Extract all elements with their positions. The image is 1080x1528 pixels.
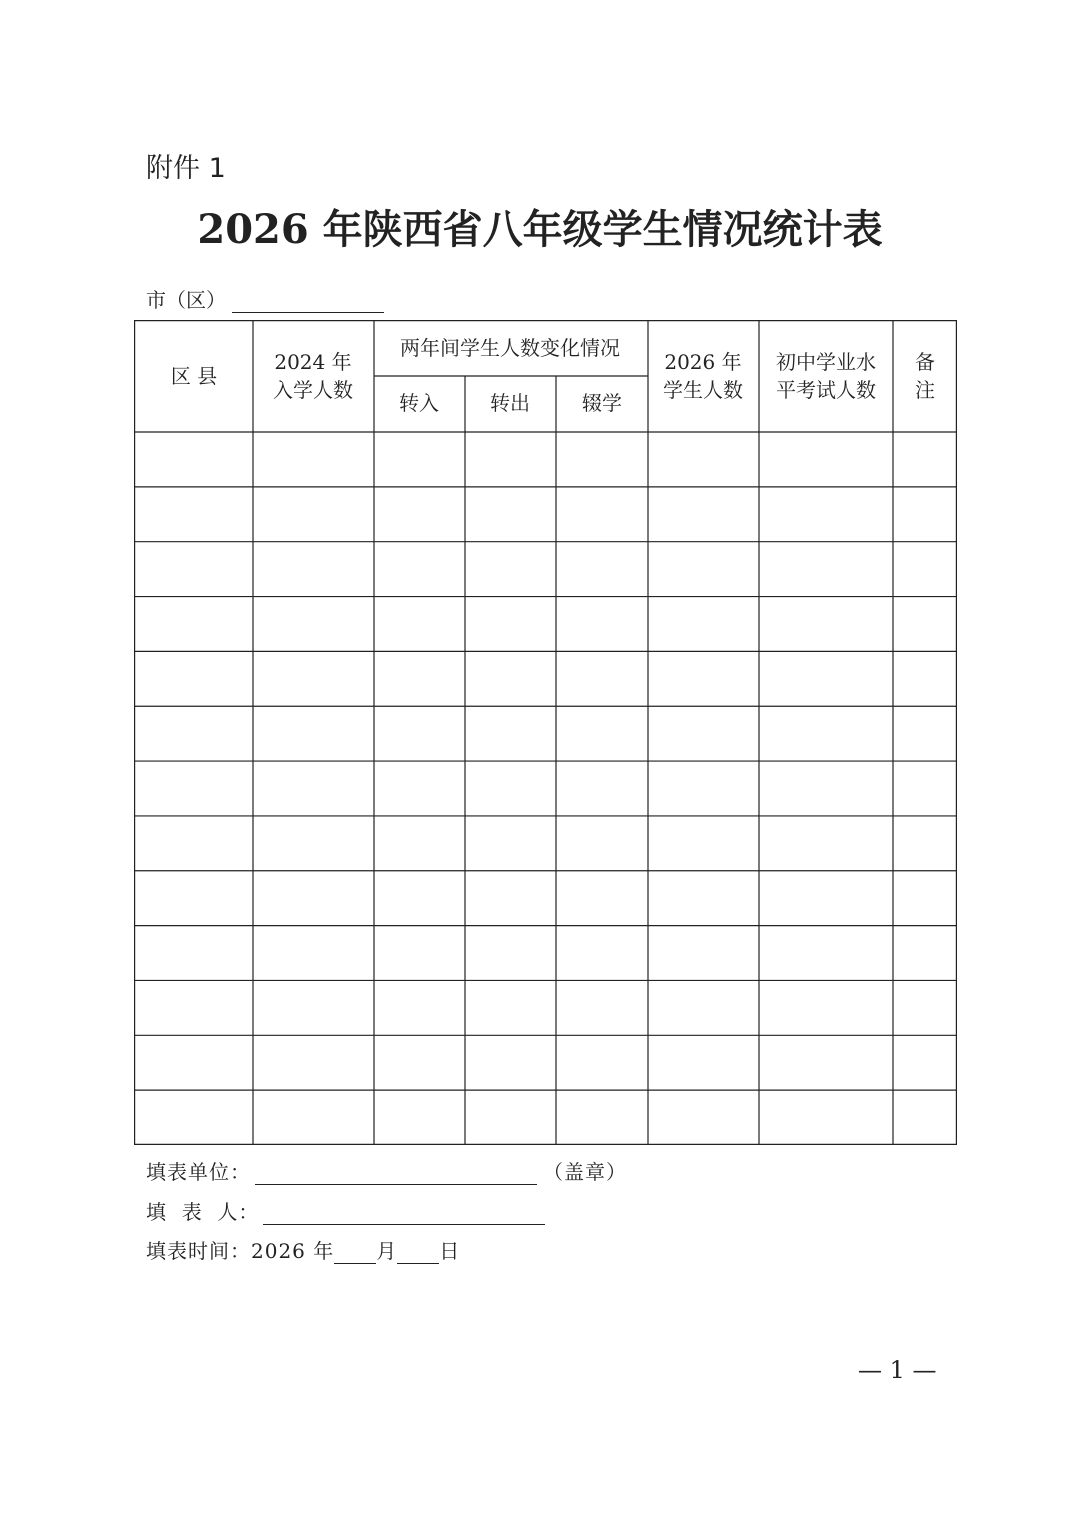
filler-label: 填 表 人： (146, 1200, 260, 1224)
header-enroll-2024 (273, 348, 353, 404)
seal-note: （盖章） (543, 1160, 627, 1184)
header-transfer-in: 转入 (399, 391, 439, 415)
unit-label: 填表单位： (146, 1160, 251, 1184)
filler-blank[interactable] (263, 1202, 545, 1225)
header-change-group: 两年间学生人数变化情况 (400, 336, 620, 360)
day-text: 日 (439, 1239, 461, 1263)
header-exam-line1: 初中学业水 (776, 350, 876, 374)
page-title: 2026 年陕西省八年级学生情况统计表 (197, 206, 883, 253)
unit-blank[interactable] (255, 1162, 537, 1185)
header-transfer-out: 转出 (490, 391, 530, 415)
attachment-label: 附件 1 (146, 153, 226, 184)
month-blank[interactable] (334, 1241, 376, 1264)
footer-unit (146, 1156, 627, 1185)
page-number: — 1 — (858, 1356, 937, 1384)
header-dropout: 辍学 (582, 391, 622, 415)
table-grid-lines (134, 320, 957, 1145)
city-field (146, 284, 384, 313)
year-text: 2026 年 (251, 1239, 335, 1263)
city-blank[interactable] (232, 290, 384, 313)
header-students-2026-line2: 学生人数 (663, 378, 743, 402)
header-exam-line2: 平考试人数 (776, 378, 876, 402)
header-enroll-2024-line1: 2024 年 (274, 350, 352, 374)
header-district: 区 县 (170, 364, 218, 388)
time-label: 填表时间： (146, 1239, 251, 1263)
header-remark (915, 348, 935, 404)
header-enroll-2024-line2: 入学人数 (273, 378, 353, 402)
header-students-2026 (663, 348, 743, 404)
header-remark-line2: 注 (915, 378, 935, 402)
footer-time (146, 1235, 460, 1264)
month-text: 月 (376, 1239, 398, 1263)
footer-filler (146, 1196, 545, 1225)
statistics-table (134, 320, 957, 1145)
header-remark-line1: 备 (915, 350, 935, 374)
header-exam-count (776, 348, 876, 404)
city-label: 市（区） (146, 288, 226, 312)
day-blank[interactable] (397, 1241, 439, 1264)
header-students-2026-line1: 2026 年 (664, 350, 742, 374)
